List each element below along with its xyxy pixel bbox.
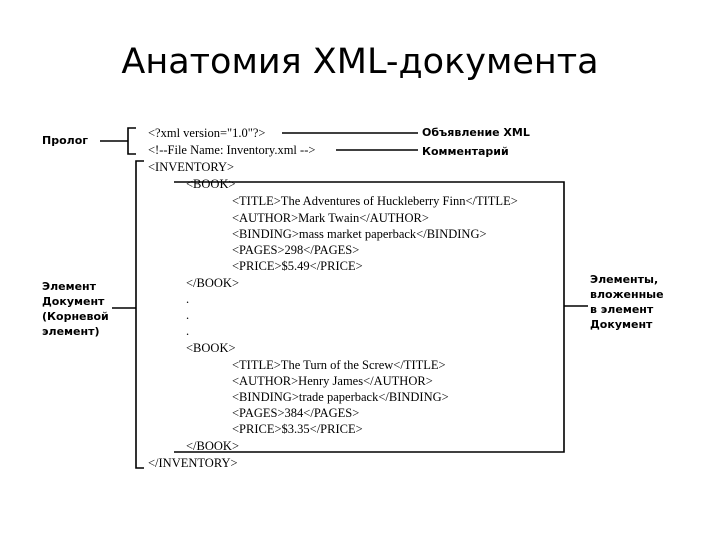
nested-elements-label-line: Элементы, — [590, 273, 659, 286]
code-line: <INVENTORY> — [148, 160, 235, 174]
nested-elements-label-line: вложенные — [590, 288, 664, 301]
code-line: <TITLE>The Turn of the Screw</TITLE> — [232, 358, 446, 372]
code-line: <PAGES>384</PAGES> — [232, 406, 360, 420]
prolog-bracket — [128, 128, 136, 154]
code-line: <PAGES>298</PAGES> — [232, 243, 360, 257]
code-line: <BINDING>mass market paperback</BINDING> — [232, 227, 487, 241]
code-line: <BOOK> — [186, 177, 236, 191]
prolog-label: Пролог — [42, 134, 88, 147]
code-line: <TITLE>The Adventures of Huckleberry Finn</TITLE> — [232, 194, 518, 208]
code-line: <BOOK> — [186, 341, 236, 355]
code-line: . — [186, 324, 190, 338]
code-line: <!--File Name: Inventory.xml --> — [148, 143, 316, 157]
root-bracket — [136, 161, 144, 468]
root-element-label-line: Элемент — [42, 280, 97, 293]
code-line: . — [186, 308, 190, 322]
page-title: Анатомия XML-документа — [121, 42, 599, 82]
code-line: <AUTHOR>Mark Twain</AUTHOR> — [232, 211, 429, 225]
root-element-label-line: Документ — [42, 295, 105, 308]
nested-elements-label-line: в элемент — [590, 303, 654, 316]
code-line: </BOOK> — [186, 439, 239, 453]
xml-declaration-label: Объявление XML — [422, 126, 530, 139]
root-element-label-line: элемент) — [42, 325, 100, 338]
code-line: <PRICE>$5.49</PRICE> — [232, 259, 363, 273]
code-line: </BOOK> — [186, 276, 239, 290]
code-line: . — [186, 292, 190, 306]
comment-label: Комментарий — [422, 145, 509, 158]
nested-elements-label-line: Документ — [590, 318, 653, 331]
code-line: <?xml version="1.0"?> — [148, 126, 266, 140]
root-element-label-line: (Корневой — [42, 310, 109, 323]
code-line: </INVENTORY> — [148, 456, 238, 470]
code-line: <PRICE>$3.35</PRICE> — [232, 422, 363, 436]
code-line: <BINDING>trade paperback</BINDING> — [232, 390, 449, 404]
code-line: <AUTHOR>Henry James</AUTHOR> — [232, 374, 433, 388]
